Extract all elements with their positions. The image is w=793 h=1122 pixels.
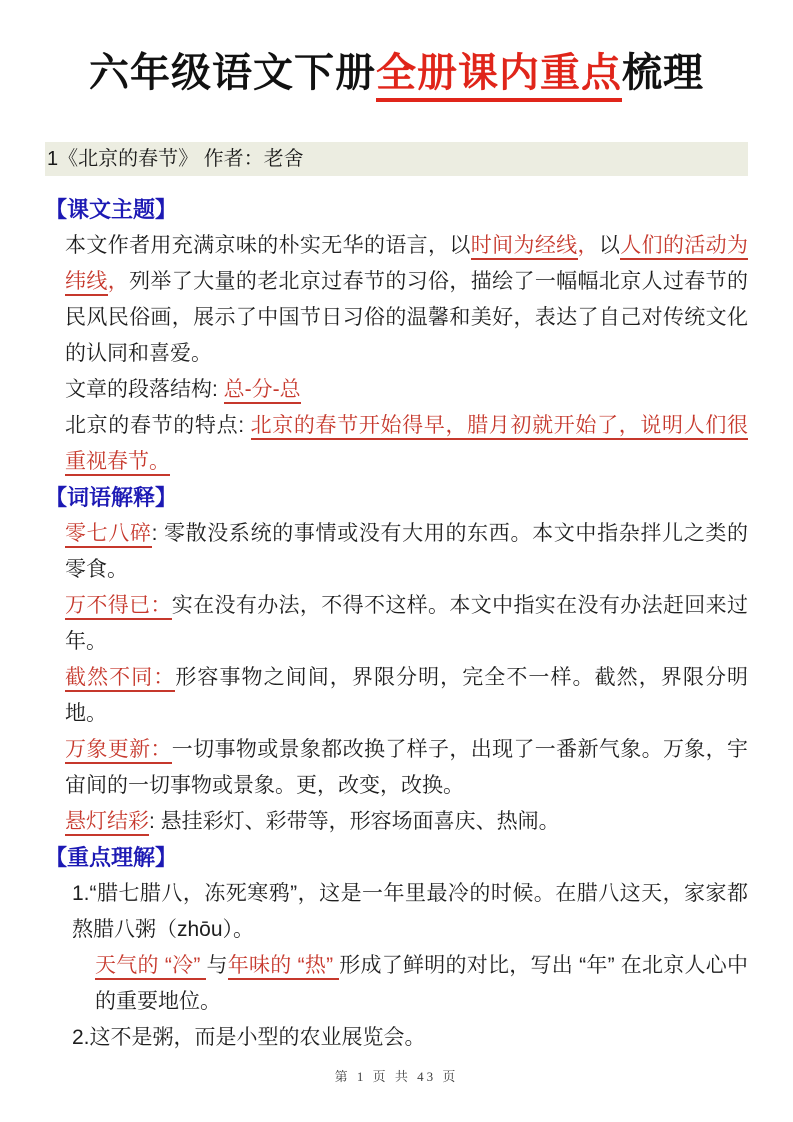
page-footer [0,1066,793,1085]
paragraph [45,372,748,408]
text-run: 形成了鲜明的对比，写出 “年” 在北京人心中的重要地位。 [95,954,749,1013]
text-run: 本文作者用充满京味的朴实无华的语言，以 [65,234,471,257]
title-text-start: 六年级语文下册 [89,51,376,95]
paragraph [45,408,748,480]
highlighted-text: 年味的 “热” [228,954,339,980]
paragraph [45,516,748,588]
highlighted-text: 天气的 “冷” [95,954,206,980]
red-text: ， [577,234,599,257]
text-run: : [149,810,161,833]
paragraph [45,228,748,372]
highlighted-text: 悬灯结彩 [65,810,149,836]
highlighted-text: 万象更新： [65,738,172,764]
text-run: 实在没有办法，不得不这样。本文中指实在没有办法赶回来过年。 [65,594,749,653]
text-run: 零散没系统的事情或没有大用的东西。本文中指杂拌儿之类的零食。 [65,522,749,581]
text-run: 文章的段落结构: [65,378,224,401]
text-run: 一切事物或景象都改换了样子，出现了一番新气象。万象，宇宙间的一切事物或景象。更，改变，改换。 [65,738,749,797]
highlighted-text: 北京的春节开始得早，腊月初就开始了，说明人们很重视春节。 [65,414,748,476]
title-highlight: 全册课内重点 [376,51,622,102]
page-number: 第 1 页 共 43 页 [334,1069,459,1084]
paragraph [45,804,748,840]
lesson-title: 1《北京的春节》 作者：老舍 [47,148,304,170]
lesson-header-bar [45,142,748,176]
text-run: 以 [598,234,621,257]
highlighted-text: 万不得已： [65,594,172,620]
highlighted-text: 时间为经线 [471,234,578,260]
text-run: : [151,522,164,545]
text-run: 列举了大量的老北京过春节的习俗，描绘了一幅幅北京人过春节的民风民俗画，展示了中国节日习俗的温馨和美好，表达了自己对传统文化的认同和喜爱。 [65,270,749,365]
document-body [45,192,748,1056]
text-run: 北京的春节的特点: [65,414,251,437]
section-heading: 【词语解释】 [45,485,178,510]
page-title [0,46,793,100]
paragraph [45,876,748,948]
highlighted-text: 总-分-总 [224,378,301,404]
text-run: 2.这不是粥，而是小型的农业展览会。 [72,1026,426,1049]
title-text-end: 梳理 [622,51,704,95]
section-heading: 【重点理解】 [45,845,178,870]
highlighted-text: 人们的活动为纬线 [65,234,748,296]
paragraph [45,732,748,804]
highlighted-text: 零七八碎 [65,522,152,548]
section-heading: 【课文主题】 [45,197,178,222]
text-run: 悬挂彩灯、彩带等，形容场面喜庆、热闹。 [160,810,560,833]
paragraph [45,1020,748,1056]
text-run: 1.“腊七腊八，冻死寒鸦”，这是一年里最冷的时候。在腊八这天，家家都熬腊八粥（zhōu）。 [72,882,748,941]
text-run: 形容事物之间间，界限分明，完全不一样。截然，界限分明地。 [65,666,749,725]
red-text: ， [107,270,130,293]
highlighted-text: 截然不同： [65,666,175,692]
paragraph [45,660,748,732]
text-run: 与 [206,954,228,977]
paragraph [45,948,748,1020]
paragraph [45,588,748,660]
